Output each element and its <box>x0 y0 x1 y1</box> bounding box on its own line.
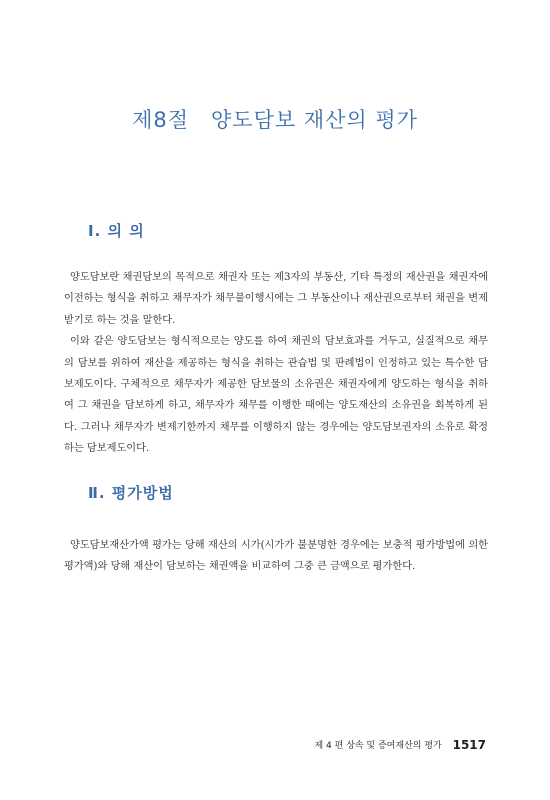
footer-part-title: 상속 및 증여재산의 평가 <box>346 741 442 751</box>
section-body-meaning <box>64 267 488 460</box>
section-heading-valuation-method: Ⅱ. 평가방법 <box>88 484 174 502</box>
chapter-title-text: 양도담보 재산의 평가 <box>211 108 418 132</box>
paragraph: 양도담보재산가액 평가는 당해 재산의 시가(시가가 불분명한 경우에는 보충적 평가방법에 의한 평가액)와 당해 재산이 담보하는 채권액을 비교하여 그중 큰 금액으로 평가한다. <box>64 540 488 573</box>
paragraph: 이와 같은 양도담보는 형식적으로는 양도를 하여 채권의 담보효과를 거두고, 실질적으로 채무의 담보를 위하여 재산을 제공하는 형식을 취하는 관습법 및 판례법이 인정하고 있는 특수한 담보제도이다. 구체적으로 채무자가 제공한 담보물의 소유권은 채권자에게 양도하는 형식을 취하여 그 채권을 담보하게 하고, 채무자가 채무를 이행한 때에는 양도재산의 소유권을 회복하게 된다. 그러나 채무자가 변제기한까지 채무를 이행하지 않는 경우에는 양도담보권자의 소유로 확정하는 담보제도이다. <box>64 336 488 455</box>
footer-part: 제 4 편 <box>314 741 344 751</box>
section-body-valuation-method <box>64 535 488 578</box>
chapter-title <box>0 104 550 134</box>
page-footer <box>314 738 486 752</box>
paragraph: 양도담보란 채권담보의 목적으로 채권자 또는 제3자의 부동산, 기타 특정의 재산권을 채권자에 이전하는 형식을 취하고 채무자가 채무불이행시에는 그 부동산이나 재산권으로부터 채권을 변제받기로 하는 것을 말한다. <box>64 272 488 326</box>
chapter-number: 제8절 <box>132 108 189 132</box>
section-heading-meaning: Ⅰ. 의 의 <box>88 222 145 240</box>
page-number: 1517 <box>452 738 486 752</box>
